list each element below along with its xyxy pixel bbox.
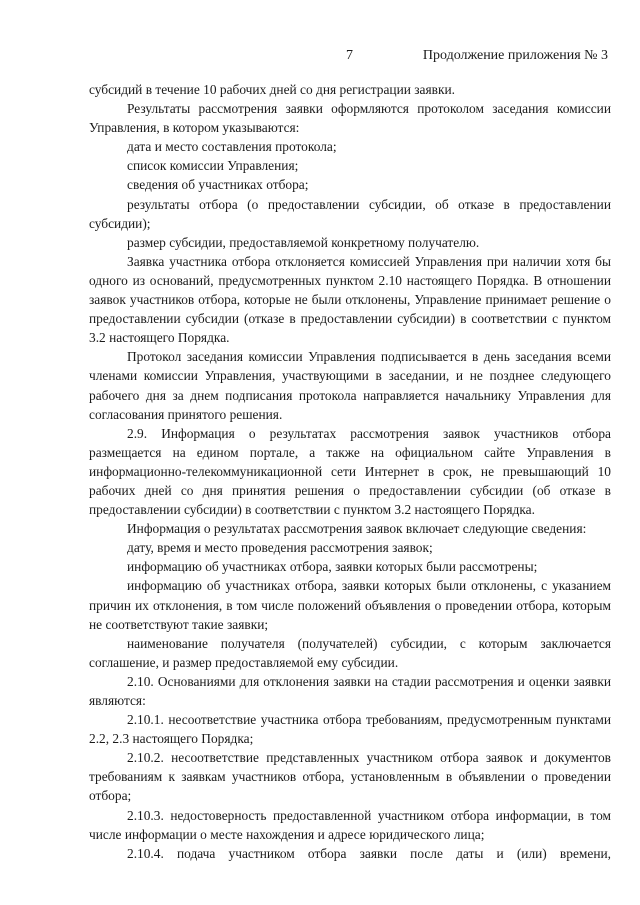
- paragraph-13: информацию об участниках отбора, заявки которых были рассмотрены;: [127, 559, 538, 575]
- paragraph-7: размер субсидии, предоставляемой конкретному получателю.: [127, 234, 480, 250]
- paragraph-19: 2.10.3. недостоверность предоставленной участником отбора информации, в том числе информации о месте нахождения и адресе юридического лица;: [89, 807, 611, 842]
- paragraph-1: субсидий в течение 10 рабочих дней со дня регистрации заявки.: [89, 82, 455, 97]
- paragraph-10: 2.9. Информация о результатах рассмотрения заявок участников отбора размещается на едином портале, а также на официальном сайте Управления в информационно-телекоммуникационной сети Интернет в срок, не превышающий 10 рабочих дней со дня принятия решения о предоставлении субсидии (об отказе в предоставлении субсидии) в соответствии с пунктом 3.2 настоящего Порядка.: [89, 425, 611, 518]
- paragraph-18: 2.10.2. несоответствие представленных участником отбора заявок и документов требованиям к заявкам участников отбора, установленным в объявлении о проведении отбора;: [89, 750, 611, 804]
- document-body: [89, 80, 611, 863]
- paragraph-4: список комиссии Управления;: [127, 158, 299, 174]
- paragraph-16: 2.10. Основаниями для отклонения заявки на стадии рассмотрения и оценки заявки являются:: [89, 673, 611, 708]
- appendix-continuation-header: Продолжение приложения № 3: [422, 48, 608, 63]
- paragraph-3: дата и место составления протокола;: [127, 139, 337, 155]
- paragraph-5: сведения об участниках отбора;: [127, 177, 309, 193]
- paragraph-9: Протокол заседания комиссии Управления подписывается в день заседания всеми членами комиссии Управления, участвующими в заседании, и не позднее следующего рабочего дня за днем подписания протокола направляется начальнику Управления для согласования принятого решения.: [89, 349, 611, 422]
- paragraph-17: 2.10.1. несоответствие участника отбора требованиям, предусмотренным пунктами 2.2, 2.3 настоящего Порядка;: [89, 712, 611, 747]
- paragraph-2: Результаты рассмотрения заявки оформляются протоколом заседания комиссии Управления, в котором указываются:: [89, 101, 611, 136]
- page-number: 7: [346, 48, 353, 63]
- paragraph-14: информацию об участниках отбора, заявки которых были отклонены, с указанием причин их отклонения, в том числе положений объявления о проведении отбора, которым не соответствуют такие заявки;: [89, 578, 611, 632]
- paragraph-12: дату, время и место проведения рассмотрения заявок;: [127, 540, 433, 556]
- paragraph-8: Заявка участника отбора отклоняется комиссией Управления при наличии хотя бы одного из оснований, предусмотренных пунктом 2.10 настоящего Порядка. В отношении заявок участников отбора, которые не были отклонены, Управление принимает решение о предоставлении субсидии (отказе в предоставлении субсидии) в соответствии с пунктом 3.2 настоящего Порядка.: [89, 253, 611, 346]
- paragraph-20: 2.10.4. подача участником отбора заявки после даты и (или) времени,: [127, 845, 611, 861]
- paragraph-15: наименование получателя (получателей) субсидии, с которым заключается соглашение, и размер предоставляемой ему субсидии.: [89, 635, 611, 670]
- paragraph-6: результаты отбора (о предоставлении субсидии, об отказе в предоставлении субсидии);: [89, 196, 611, 231]
- paragraph-11: Информация о результатах рассмотрения заявок включает следующие сведения:: [127, 521, 587, 537]
